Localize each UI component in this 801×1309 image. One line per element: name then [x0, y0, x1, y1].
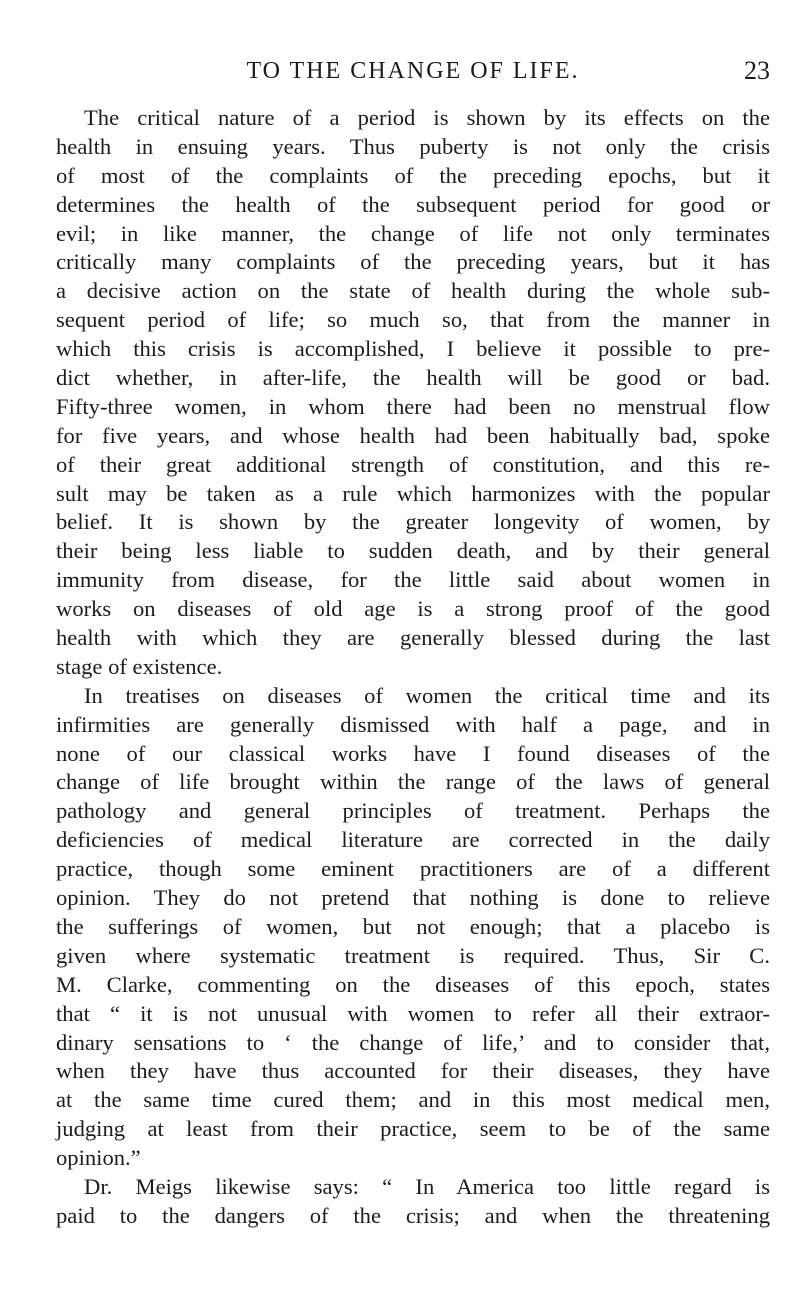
- text-line: determines the health of the subsequent period for good or: [56, 191, 770, 217]
- text-line: deficiencies of medical literature are corrected in the daily: [56, 827, 770, 853]
- text-line: a decisive action on the state of health during the whole sub-: [56, 278, 770, 304]
- text-line: health in ensuing years. Thus puberty is not only the crisis: [56, 133, 770, 159]
- text-line: works on diseases of old age is a strong proof of the good: [56, 596, 770, 622]
- text-line: pathology and general principles of treatment. Perhaps the: [56, 798, 770, 824]
- text-line: stage of existence.: [56, 653, 223, 679]
- text-line: of their great additional strength of constitution, and this re-: [56, 451, 770, 477]
- text-line: dict whether, in after-life, the health will be good or bad.: [56, 365, 770, 391]
- running-head: [56, 58, 770, 88]
- text-line: Fifty-three women, in whom there had been no menstrual flow: [56, 393, 770, 419]
- text-line: practice, though some eminent practitioners are of a different: [56, 856, 770, 882]
- text-line: their being less liable to sudden death, and by their general: [56, 538, 770, 564]
- text-line: M. Clarke, commenting on the diseases of this epoch, states: [56, 971, 770, 997]
- text-line: change of life brought within the range of the laws of general: [56, 769, 770, 795]
- body-text: [56, 104, 770, 1231]
- text-line: belief. It is shown by the greater longevity of women, by: [56, 509, 770, 535]
- text-line: judging at least from their practice, seem to be of the same: [56, 1116, 770, 1142]
- text-line: given where systematic treatment is required. Thus, Sir C.: [56, 942, 770, 968]
- text-line: dinary sensations to ‘ the change of life,’ and to consider that,: [56, 1029, 770, 1055]
- text-line: opinion.”: [56, 1145, 141, 1171]
- text-line: critically many complaints of the preceding years, but it has: [56, 249, 770, 275]
- text-line: evil; in like manner, the change of life not only terminates: [56, 220, 770, 246]
- text-line: Dr. Meigs likewise says: “ In America too little regard is: [84, 1173, 770, 1199]
- text-line: immunity from disease, for the little said about women in: [56, 567, 770, 593]
- text-line: at the same time cured them; and in this most medical men,: [56, 1087, 770, 1113]
- text-line: health with which they are generally blessed during the last: [56, 625, 770, 651]
- text-line: none of our classical works have I found diseases of the: [56, 740, 770, 766]
- text-line: of most of the complaints of the preceding epochs, but it: [56, 162, 770, 188]
- running-title: TO THE CHANGE OF LIFE.: [246, 58, 580, 84]
- text-line: for five years, and whose health had been habitually bad, spoke: [56, 422, 770, 448]
- text-line: the sufferings of women, but not enough; that a placebo is: [56, 913, 770, 939]
- text-line: which this crisis is accomplished, I believe it possible to pre-: [56, 336, 770, 362]
- text-line: paid to the dangers of the crisis; and when the threatening: [56, 1202, 770, 1228]
- text-line: that “ it is not unusual with women to refer all their extraor-: [56, 1000, 770, 1026]
- page-number: 23: [744, 56, 770, 85]
- text-line: when they have thus accounted for their diseases, they have: [56, 1058, 770, 1084]
- text-line: sult may be taken as a rule which harmonizes with the popular: [56, 480, 770, 506]
- text-line: infirmities are generally dismissed with half a page, and in: [56, 711, 770, 737]
- text-line: The critical nature of a period is shown by its effects on the: [84, 105, 770, 130]
- text-line: sequent period of life; so much so, that from the manner in: [56, 307, 770, 333]
- text-line: In treatises on diseases of women the critical time and its: [84, 682, 770, 708]
- text-line: opinion. They do not pretend that nothing is done to relieve: [56, 885, 770, 911]
